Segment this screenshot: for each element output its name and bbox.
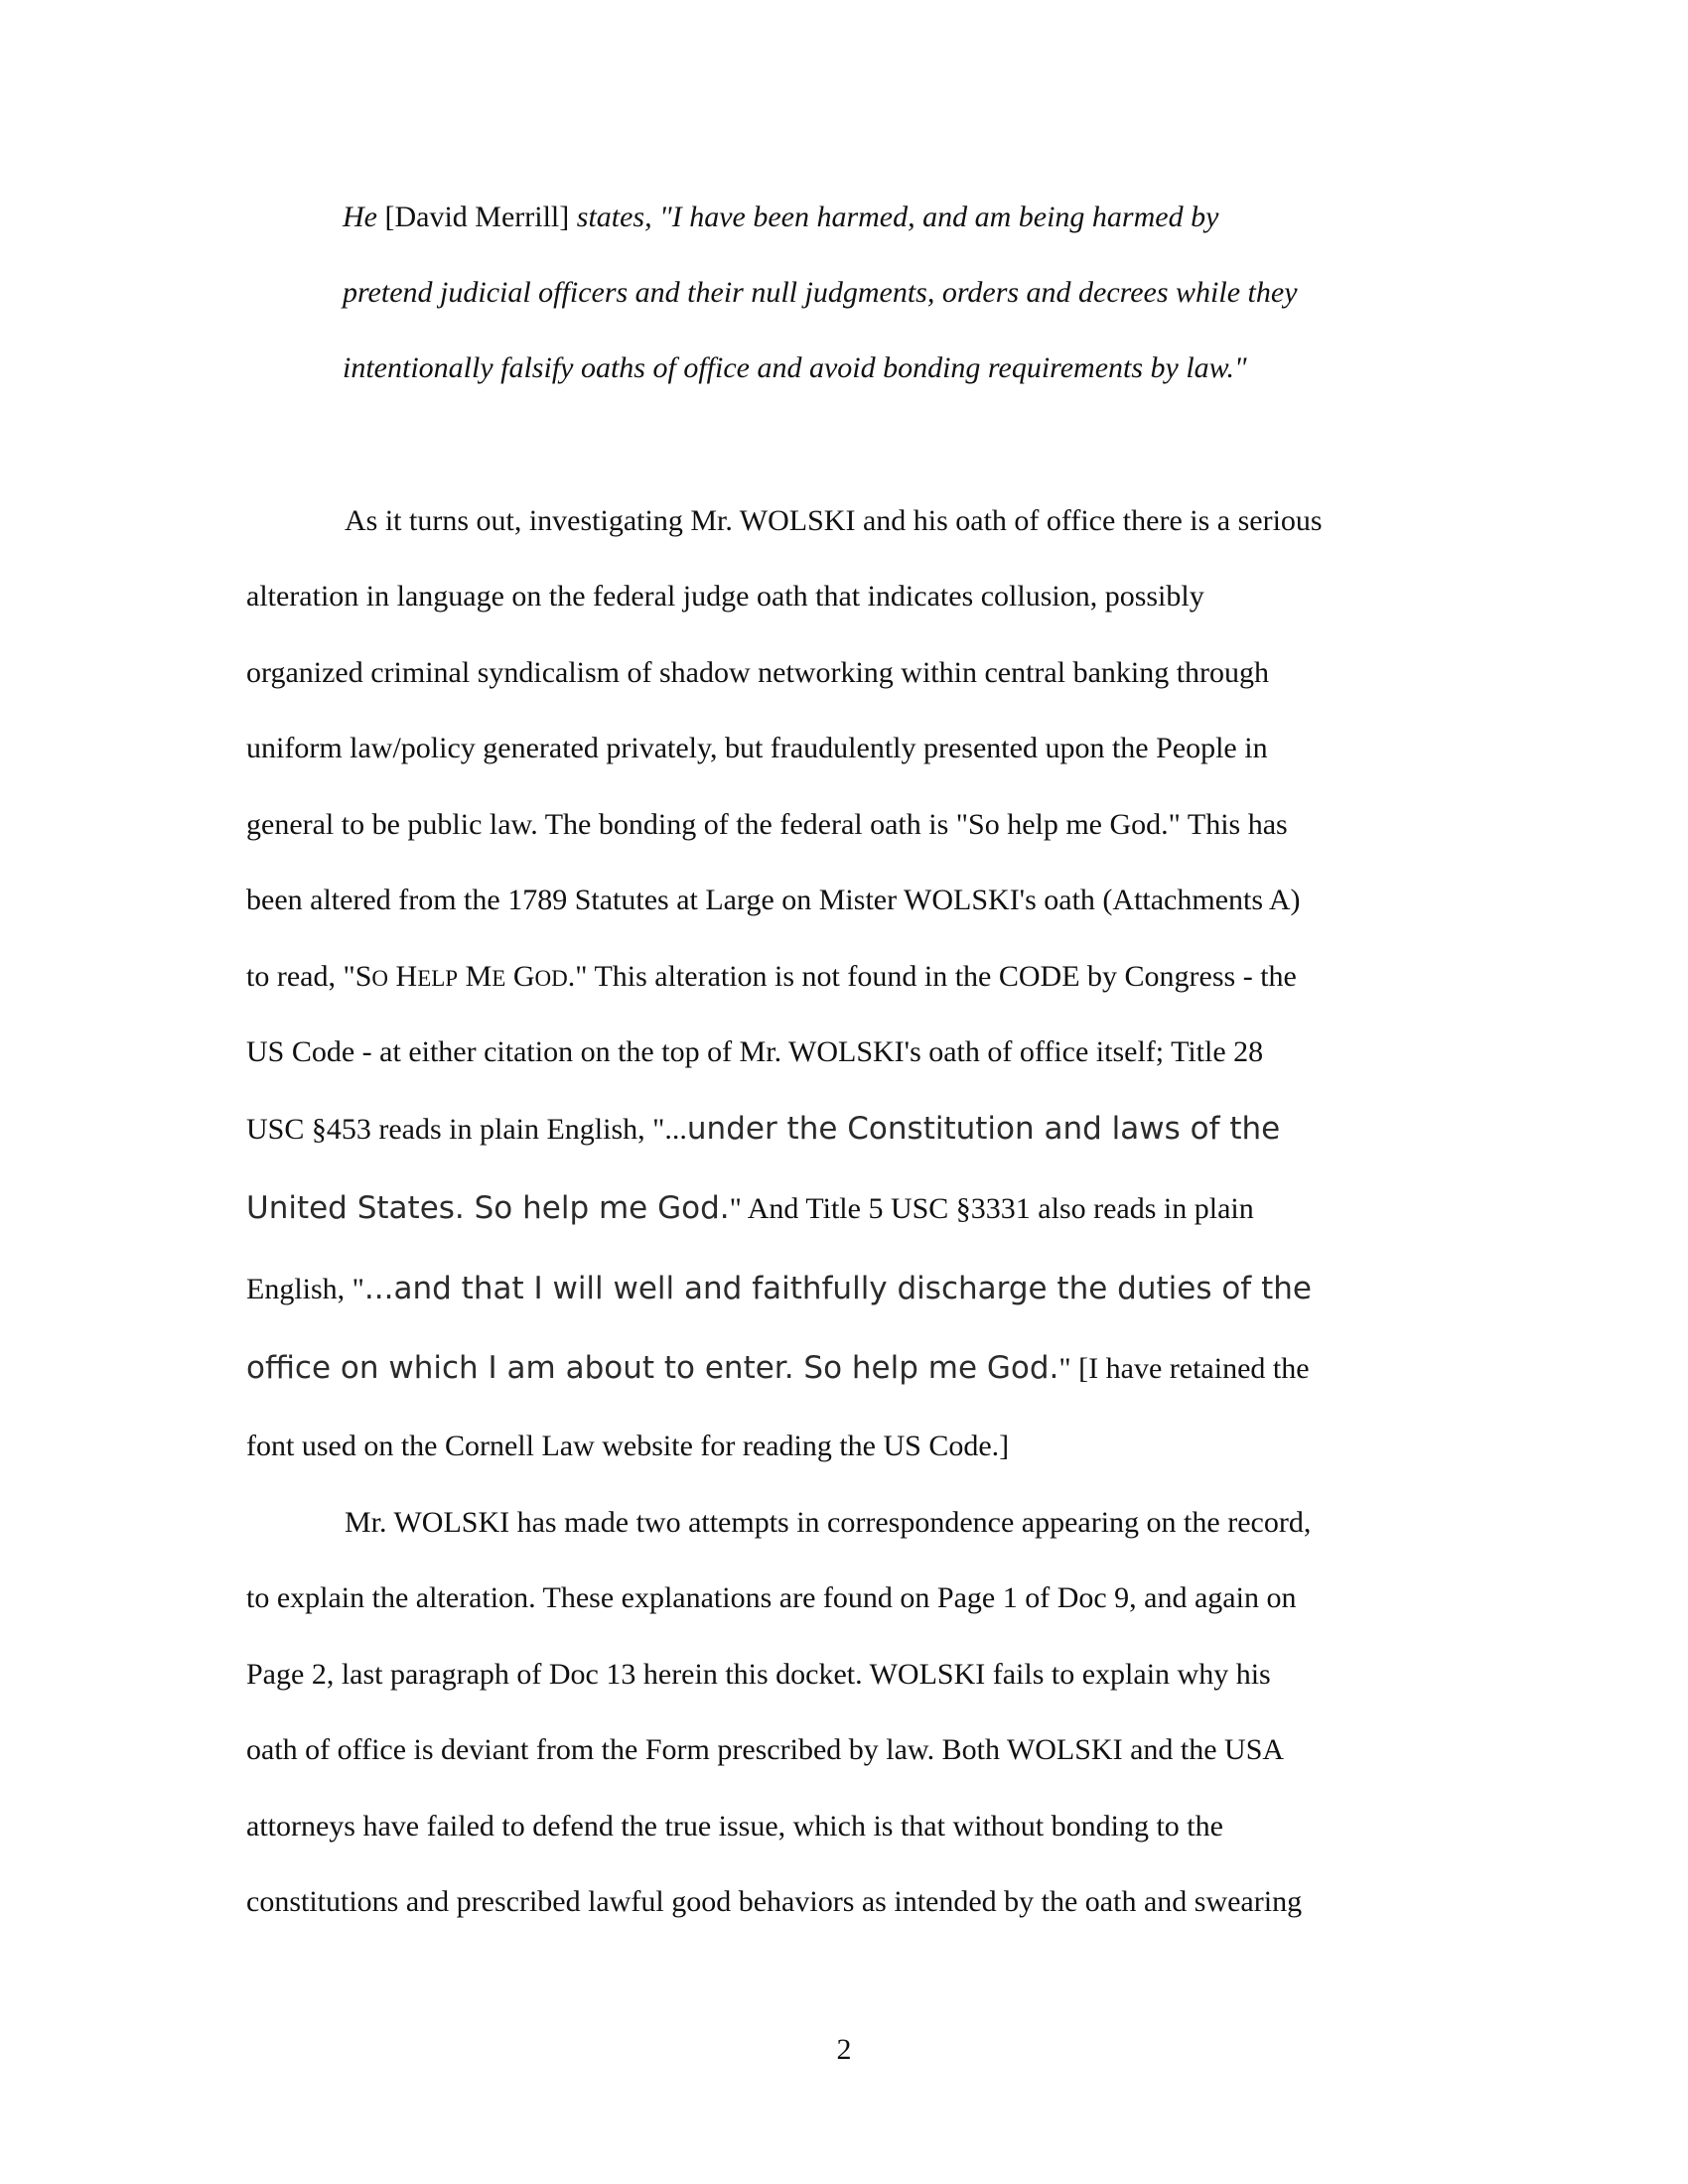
us-code-quote-28-usc-453-end: United States. So help me God. xyxy=(246,1190,730,1226)
para2-line-4: oath of office is deviant from the Form prescribed by law. Both WOLSKI and the USA xyxy=(246,1733,1285,1766)
para2-line-1: Mr. WOLSKI has made two attempts in correspondence appearing on the record, xyxy=(345,1506,1312,1539)
quote-line-1: He [David Merrill] states, "I have been harmed, and am being harmed by xyxy=(343,201,1219,233)
para1-line-4: uniform law/policy generated privately, but fraudulently presented upon the People in xyxy=(246,732,1268,764)
para1-line-12: office on which I am about to enter. So help me God." [I have retained the xyxy=(246,1350,1310,1386)
para1-line-6: been altered from the 1789 Statutes at Large on Mister WOLSKI's oath (Attachments A) xyxy=(246,884,1301,916)
us-code-quote-5-usc-3331-end: office on which I am about to enter. So help me God. xyxy=(246,1350,1059,1386)
para1-line-5: general to be public law. The bonding of the federal oath is "So help me God." This has xyxy=(246,808,1288,841)
para1-line-13: font used on the Cornell Law website for reading the US Code.] xyxy=(246,1430,1010,1462)
small-caps-oath-phrase: SO HELP ME GOD xyxy=(354,960,568,993)
para1-line-1: As it turns out, investigating Mr. WOLSKI and his oath of office there is a serious xyxy=(345,504,1323,537)
para2-line-5: attorneys have failed to defend the true issue, which is that without bonding to the xyxy=(246,1810,1223,1843)
para1-line-9: USC §453 reads in plain English, "...under the Constitution and laws of the xyxy=(246,1111,1281,1147)
para2-line-2: to explain the alteration. These explanations are found on Page 1 of Doc 9, and again on xyxy=(246,1581,1297,1614)
quote-bracket: [David Merrill] xyxy=(384,201,570,233)
quote-line-3: intentionally falsify oaths of office and avoid bonding requirements by law." xyxy=(343,351,1247,384)
para1-line-8: US Code - at either citation on the top of Mr. WOLSKI's oath of office itself; Title 28 xyxy=(246,1035,1264,1068)
para1-line-11: English, "...and that I will well and faithfully discharge the duties of the xyxy=(246,1271,1312,1306)
para1-line-10: United States. So help me God." And Title 5 USC §3331 also reads in plain xyxy=(246,1190,1254,1226)
para1-line-3: organized criminal syndicalism of shadow networking within central banking through xyxy=(246,656,1270,689)
para2-line-6: constitutions and prescribed lawful good behaviors as intended by the oath and swearing xyxy=(246,1885,1303,1918)
para1-line-7: to read, "SO HELP ME GOD." This alteration is not found in the CODE by Congress - the xyxy=(246,960,1297,993)
quote-line-2: pretend judicial officers and their null judgments, orders and decrees while they xyxy=(343,276,1298,309)
para2-line-3: Page 2, last paragraph of Doc 13 herein this docket. WOLSKI fails to explain why his xyxy=(246,1658,1271,1691)
us-code-quote-28-usc-453: under the Constitution and laws of the xyxy=(686,1111,1281,1147)
para1-line-2: alteration in language on the federal judge oath that indicates collusion, possibly xyxy=(246,580,1204,613)
us-code-quote-5-usc-3331: ...and that I will well and faithfully discharge the duties of the xyxy=(363,1271,1312,1306)
page-number: 2 xyxy=(836,2033,852,2066)
